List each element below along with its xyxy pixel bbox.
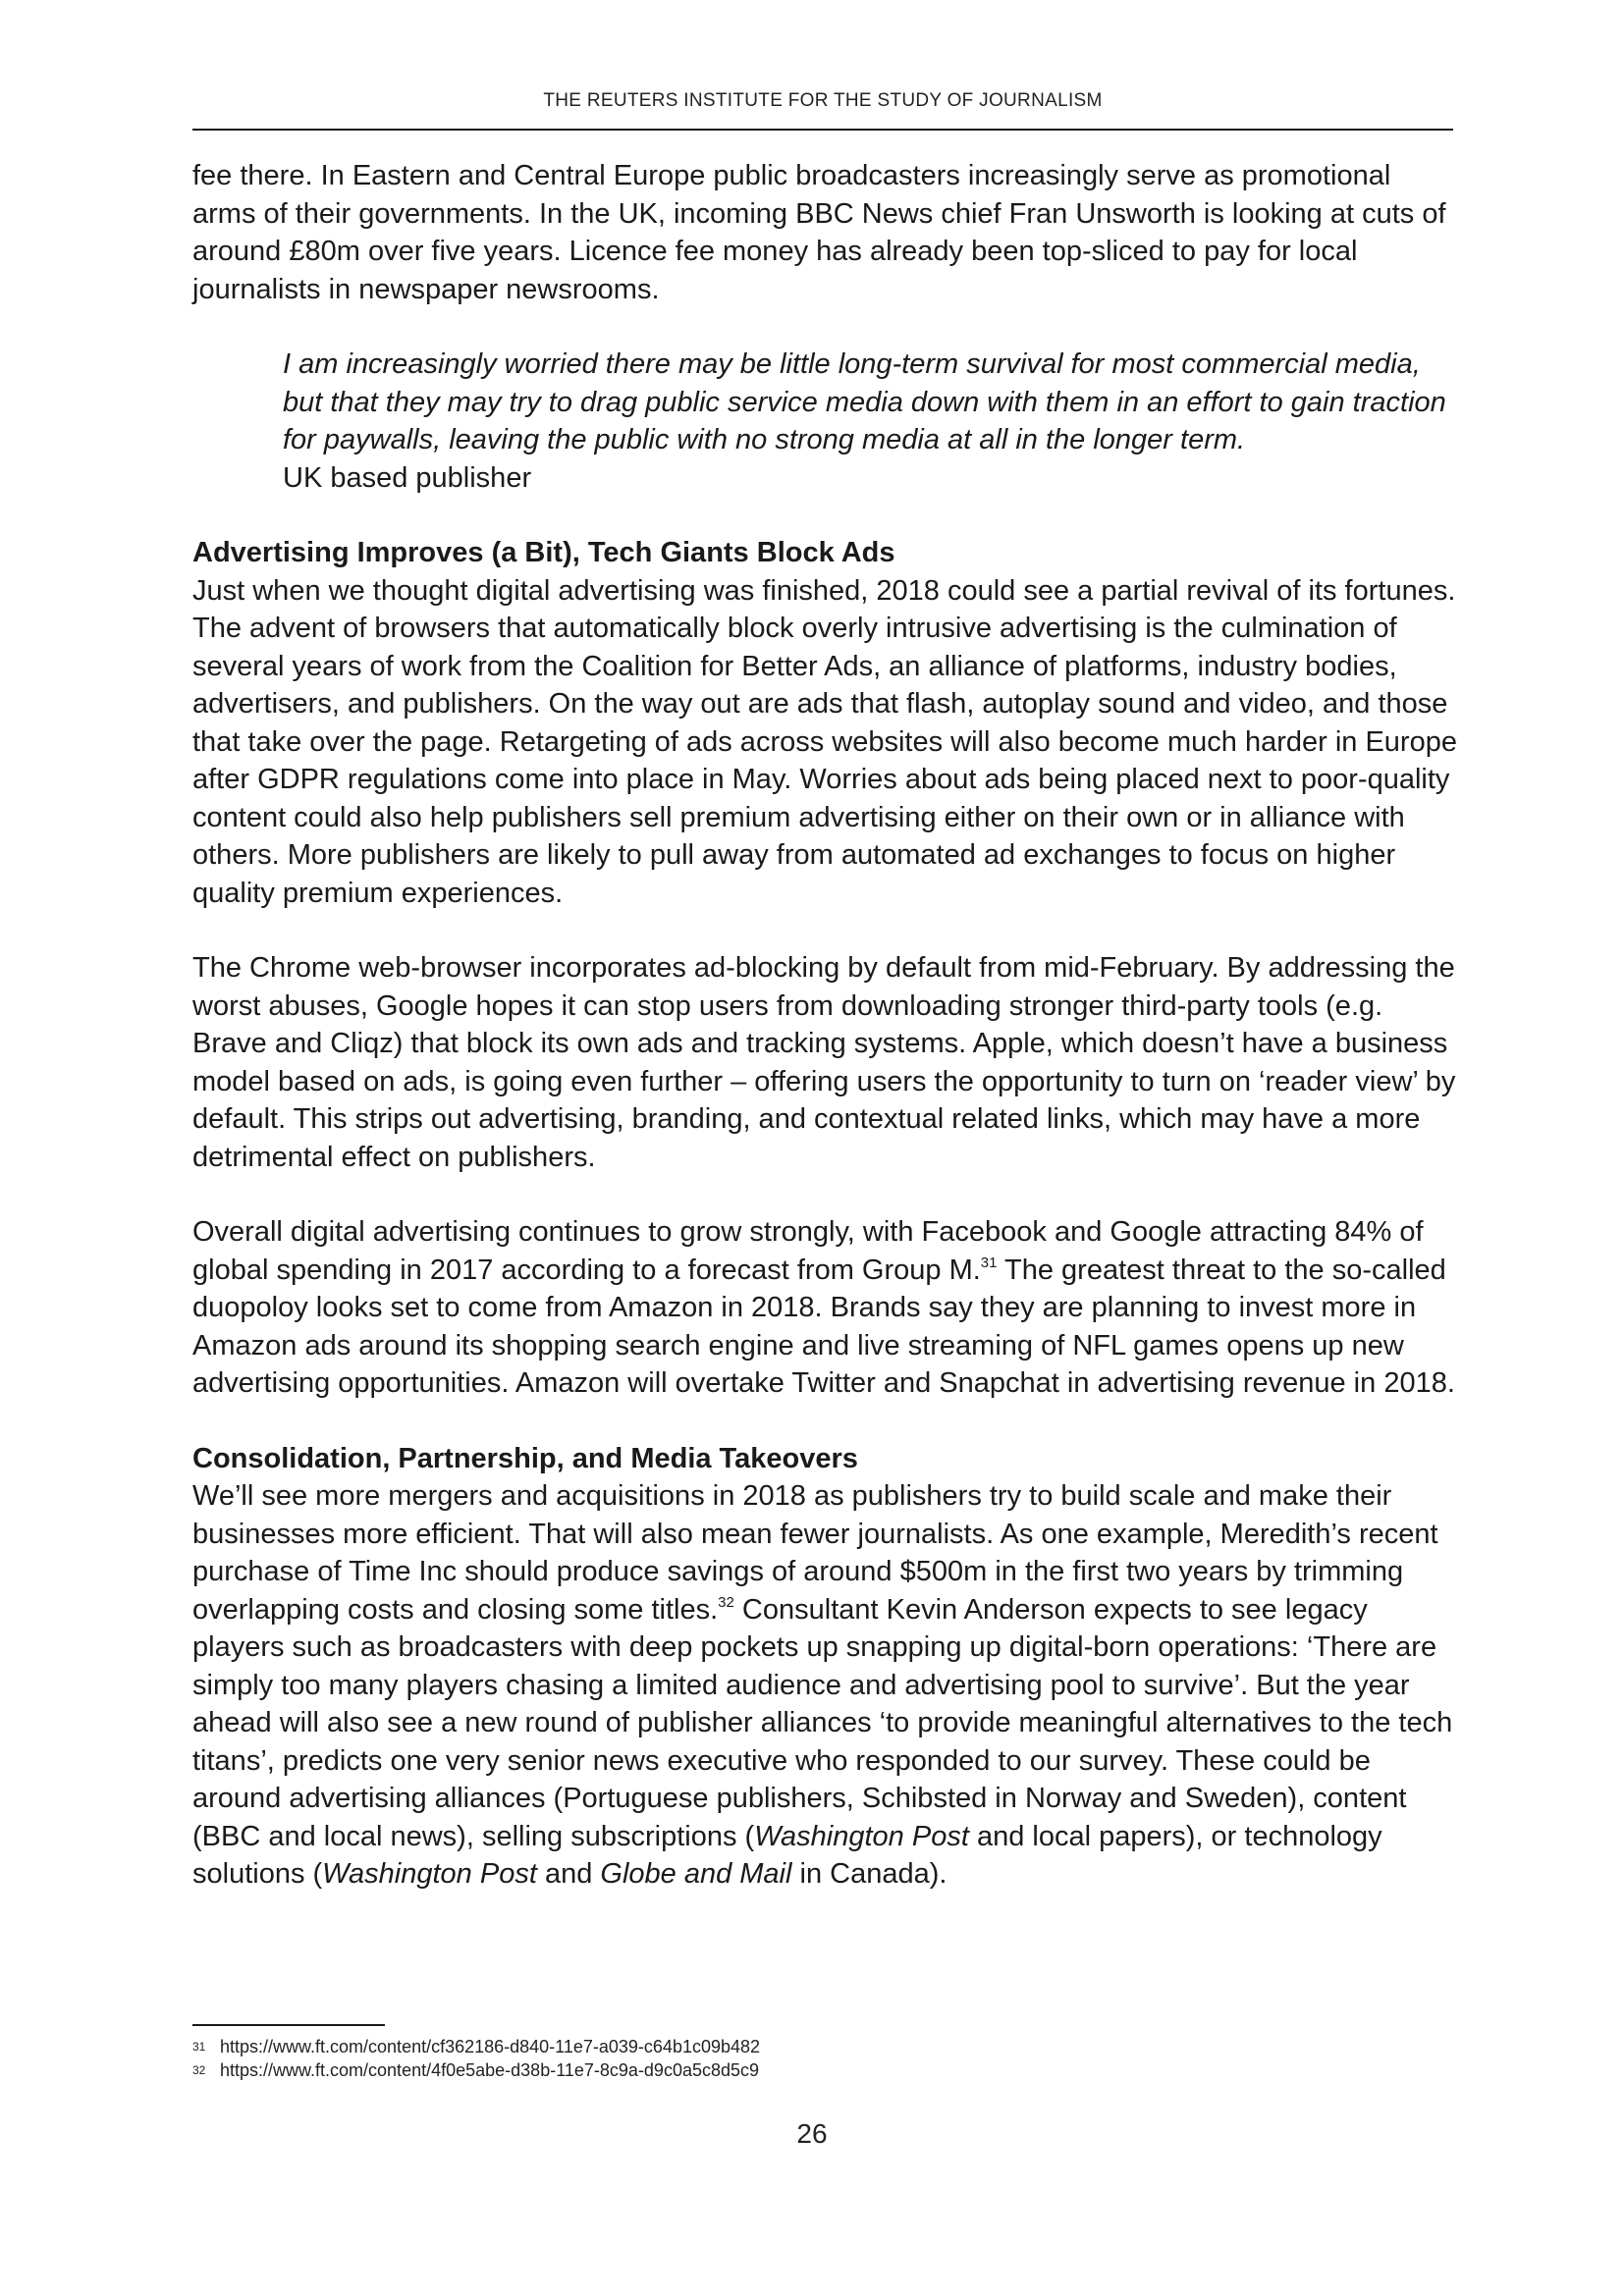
- footnote-ref-32[interactable]: 32: [718, 1593, 734, 1611]
- intro-paragraph: fee there. In Eastern and Central Europe public broadcasters increasingly serve as promotional arms of their governments. In the UK, incoming BBC News chief Fran Unsworth is looking at cuts of around £80m over five years. Licence fee money has already been top-sliced to pay for local journalists in newspaper newsrooms.: [192, 160, 1446, 305]
- paragraph-text: The greatest threat to the so-called duopoloy looks set to come from Amazon in 2018. Brands say they are planning to invest more in Amazon ads around its shopping search engine and live streaming of NFL games opens up new advertising opportunities. Amazon will overtake Twitter and Snapchat in advertising revenue in 2018.: [192, 1254, 1455, 1399]
- paragraph-text: Consultant Kevin Anderson expects to see legacy players such as broadcasters with deep pockets up snapping up digital-born operations: ‘There are simply too many players chasing a limited audience and advertising pool to survive’. But the year ahead will also see a new round of publisher alliances ‘to provide meaningful alternatives to the tech titans’, predicts one very senior news executive who responded to our survey. These could be around advertising alliances (Portuguese publishers, Schibsted in Norway and Sweden), content (BBC and local news), selling subscriptions (: [192, 1593, 1453, 1852]
- footnote-32: [192, 2058, 760, 2082]
- paragraph-text: and: [536, 1858, 601, 1890]
- advertising-paragraph-2: The Chrome web-browser incorporates ad-blocking by default from mid-February. By addressing the worst abuses, Google hopes it can stop users from downloading stronger third-party tools (e.g. Brave and Cliqz) that block its own ads and tracking systems. Apple, which doesn’t have a business model based on ads, is going even further – offering users the opportunity to turn on ‘reader view’ by default. This strips out advertising, branding, and contextual related links, which may have a more detrimental effect on publishers.: [192, 952, 1456, 1173]
- paragraph-text: and local papers), or technology solutions (: [192, 1820, 1382, 1890]
- section-heading-consolidation: Consolidation, Partnership, and Media Takeovers: [192, 1442, 858, 1474]
- footnote-ref-31[interactable]: 31: [980, 1254, 998, 1271]
- advertising-paragraph-1: Just when we thought digital advertising was finished, 2018 could see a partial revival of its fortunes. The advent of browsers that automatically block overly intrusive advertising is the culmination of several years of work from the Coalition for Better Ads, an alliance of platforms, industry bodies, advertisers, and publishers. On the way out are ads that flash, autoplay sound and video, and those that take over the page. Retargeting of ads across websites will also become much harder in Europe after GDPR regulations come into place in May. Worries about ads being placed next to poor-quality content could also help publishers sell premium advertising either on their own or in alliance with others. More publishers are likely to pull away from automated ad exchanges to focus on higher quality premium experiences.: [192, 574, 1457, 909]
- footnote-31: [192, 2035, 760, 2058]
- advertising-paragraph-3: [192, 1213, 1459, 1403]
- quote-text: I am increasingly worried there may be little long-term survival for most commercial media, but that they may try to drag public service media down with them in an effort to gain traction for paywalls, leaving the public with no strong media at all in the longer term.: [283, 348, 1446, 455]
- running-header: THE REUTERS INSTITUTE FOR THE STUDY OF JOURNALISM: [543, 90, 1103, 111]
- paragraph-text: Overall digital advertising continues to grow strongly, with Facebook and Google attracting 84% of global spending in 2017 according to a forecast from Group M.: [192, 1216, 1424, 1286]
- paragraph-text: in Canada).: [791, 1858, 947, 1890]
- consolidation-paragraph: [192, 1477, 1459, 1894]
- publication-name: Washington Post: [322, 1858, 537, 1890]
- block-quote: [283, 346, 1459, 497]
- quote-source: UK based publisher: [283, 461, 532, 494]
- publication-name: Globe and Mail: [600, 1858, 792, 1890]
- page-number: 26: [796, 2118, 828, 2149]
- footnote-number: 31: [192, 2040, 206, 2054]
- section-heading-advertising: Advertising Improves (a Bit), Tech Giants Block Ads: [192, 537, 895, 568]
- footnote-link[interactable]: https://www.ft.com/content/cf362186-d840-11e7-a039-c64b1c09b482: [220, 2037, 761, 2056]
- footnote-number: 32: [192, 2063, 206, 2077]
- footnotes: [192, 2035, 760, 2082]
- main-content: [192, 157, 1459, 1894]
- paragraph-text: We’ll see more mergers and acquisitions in 2018 as publishers try to build scale and make their businesses more efficient. That will also mean fewer journalists. As one example, Meredith’s recent purchase of Time Inc should produce savings of around $500m in the first two years by trimming overlapping costs and closing some titles.: [192, 1480, 1438, 1626]
- publication-name: Washington Post: [754, 1820, 969, 1852]
- footnote-divider: [192, 2024, 385, 2026]
- footnote-link[interactable]: https://www.ft.com/content/4f0e5abe-d38b-11e7-8c9a-d9c0a5c8d5c9: [220, 2060, 760, 2080]
- header-divider: [192, 129, 1453, 131]
